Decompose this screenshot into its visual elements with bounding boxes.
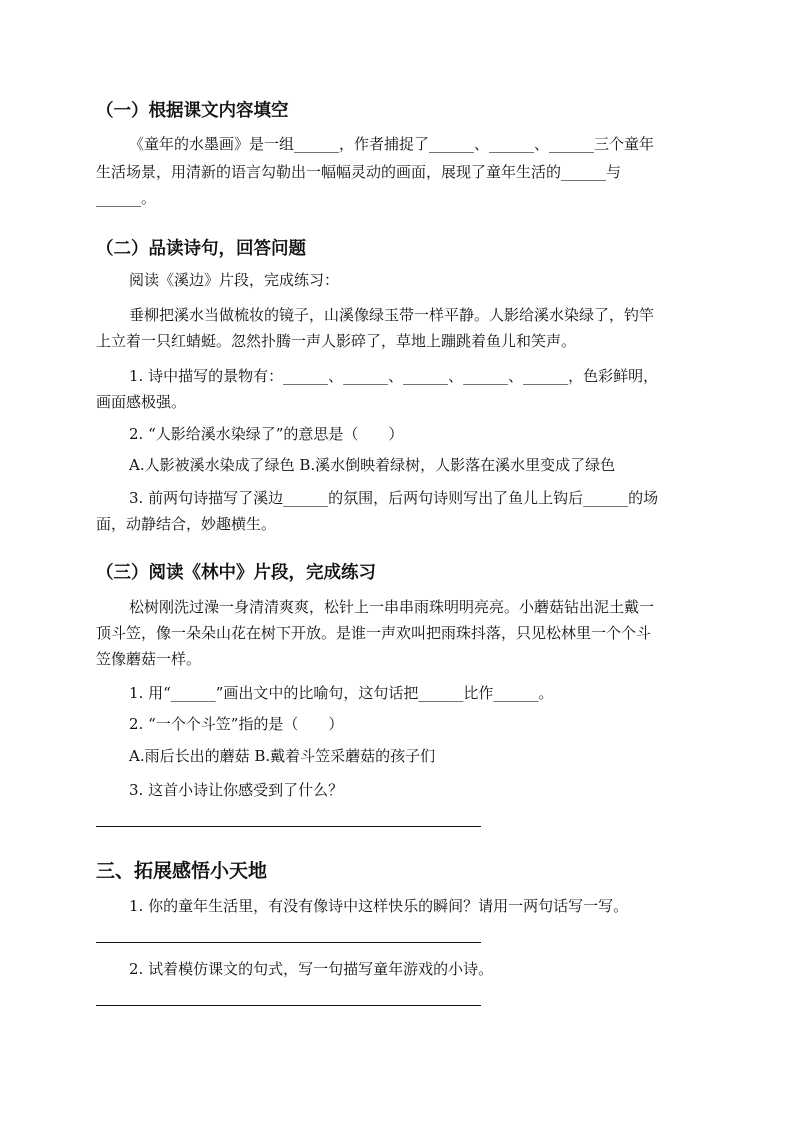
section1-para-line1: 《童年的水墨画》是一组______，作者捕捉了______、______、______三个童年 [129,135,655,153]
section2-question2-options: A.人影被溪水染成了绿色 B.溪水倒映着绿树，人影落在溪水里变成了绿色 [129,456,616,474]
section2-question1-line1: 1. 诗中描写的景物有：______、______、______、______、______，色彩鲜明， [129,367,659,385]
section3-poem-line2: 顶斗笠，像一朵朵山花在树下开放。是谁一声欢叫把雨珠抖落，只见松林里一个个斗 [96,624,652,642]
section4-question2: 2. 试着模仿课文的句式，写一句描写童年游戏的小诗。 [129,960,494,978]
section3-poem-line3: 笠像蘑菇一样。 [96,650,202,668]
section3-heading: （三）阅读《林中》片段，完成练习 [96,563,376,583]
section1-para-line2: 生活场景，用清新的语言勾勒出一幅幅灵动的画面，展现了童年生活的______与 [96,163,622,181]
section3-question1: 1. 用“______”画出文中的比喻句，这句话把______比作______。 [129,684,554,702]
section2-poem-line1: 垂柳把溪水当做梳妆的镜子，山溪像绿玉带一样平静。人影给溪水染绿了，钓竿 [129,306,655,324]
section3-question2: 2. “一个个斗笠”指的是（ ） [129,715,344,733]
answer-line[interactable] [96,942,481,943]
answer-line[interactable] [96,1005,481,1006]
section2-intro: 阅读《溪边》片段，完成练习： [129,271,340,289]
section4-question1: 1. 你的童年生活里，有没有像诗中这样快乐的瞬间？请用一两句话写一写。 [129,897,629,915]
section1-para-line3: ______。 [96,189,157,207]
section2-heading: （二）品读诗句，回答问题 [96,239,306,259]
section2-poem-line2: 上立着一只红蜻蜓。忽然扑腾一声人影碎了，草地上蹦跳着鱼儿和笑声。 [96,332,577,350]
section2-question1-line2: 画面感极强。 [96,393,187,411]
section4-heading: 三、拓展感悟小天地 [96,860,268,882]
section2-question2: 2. “人影给溪水染绿了”的意思是（ ） [129,425,404,443]
section1-heading: （一）根据课文内容填空 [96,101,289,121]
section3-question3: 3. 这首小诗让你感受到了什么？ [129,781,344,799]
answer-line[interactable] [96,826,481,827]
section2-question3-line2: 面，动静结合，妙趣横生。 [96,515,277,533]
section3-question2-options: A.雨后长出的蘑菇 B.戴着斗笠采蘑菇的孩子们 [129,747,436,765]
section3-poem-line1: 松树刚洗过澡一身清清爽爽，松针上一串串雨珠明明亮亮。小蘑菇钻出泥土戴一 [129,598,655,616]
section2-question3-line1: 3. 前两句诗描写了溪边______的氛围，后两句诗则写出了鱼儿上钩后______的场 [129,489,659,507]
